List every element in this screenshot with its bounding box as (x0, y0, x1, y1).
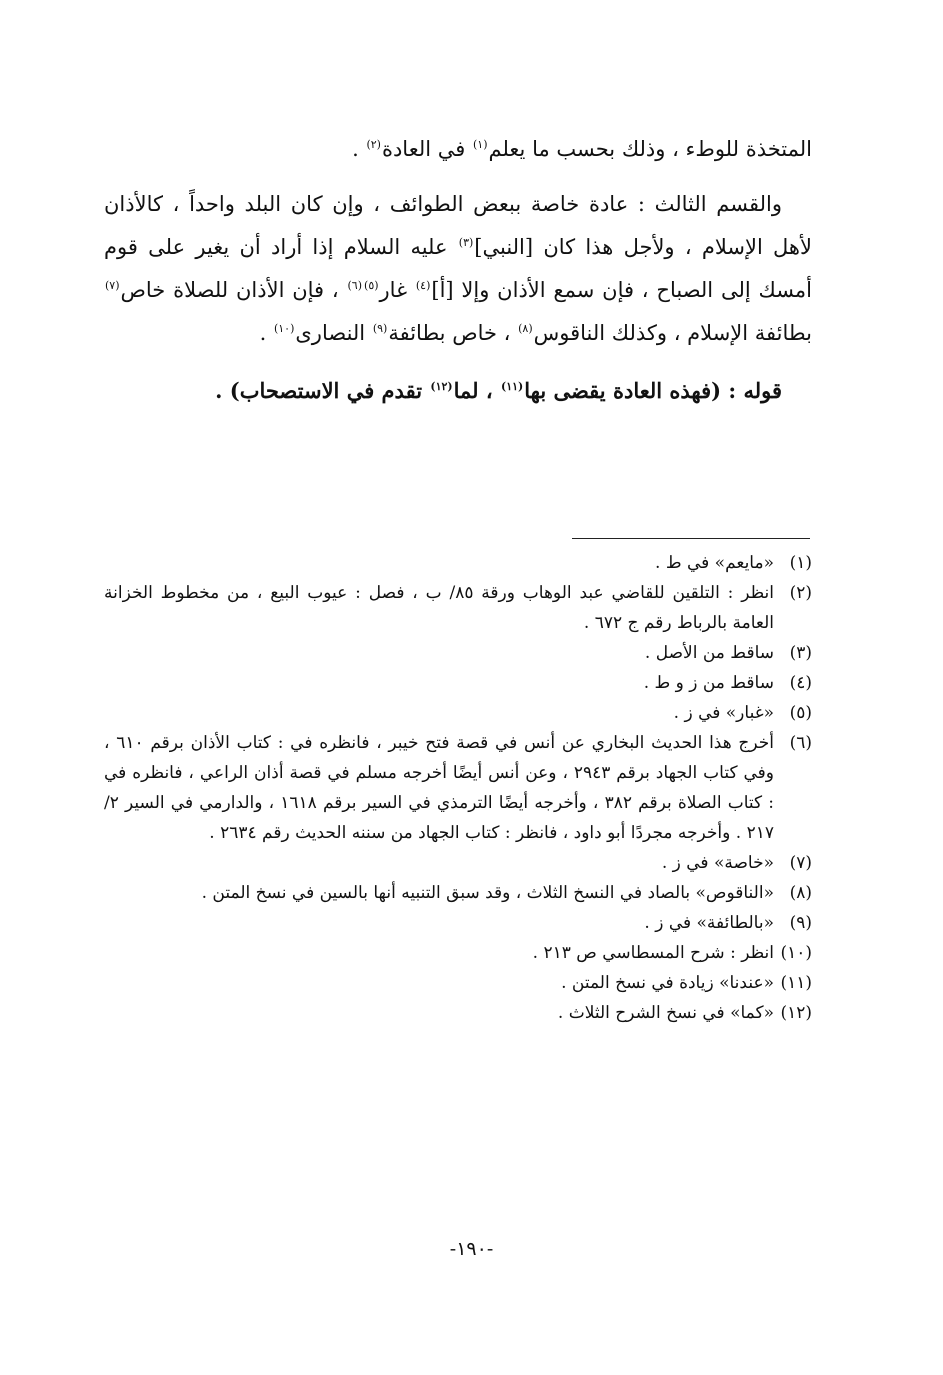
main-text (104, 128, 812, 412)
quote-text-3: تقدم في الاستصحاب) . (215, 378, 430, 403)
footnote-text: انظر : شرح المسطاسي ص ٢١٣ . (532, 943, 774, 963)
footnote-5 (104, 698, 812, 728)
footnote-number: (٤) (789, 673, 812, 693)
footnote-ref-5: (٥) (364, 279, 379, 292)
paragraph-2-text-3: غار (379, 278, 415, 302)
paragraph-2-text-1: والقسم الثالث : عادة خاصة ببعض الطوائف ، وإن كان البلد واحداً ، كالأذان لأهل الإسلام ، ولأجل هذا كان [النبي] (104, 192, 812, 259)
footnote-text: «خاصة» في ز . (661, 853, 774, 873)
footnote-ref-3: (٣) (458, 236, 474, 249)
footnote-text: «غبار» في ز . (673, 703, 774, 723)
footnote-6 (104, 728, 812, 848)
footnote-ref-11: (١١) (500, 380, 524, 393)
footnote-number: (٨) (789, 883, 812, 903)
footnote-ref-6: (٦) (347, 279, 363, 292)
footnote-10 (104, 938, 812, 968)
footnote-11 (104, 968, 812, 998)
paragraph-1 (104, 128, 812, 171)
footnotes (104, 548, 812, 1028)
footnote-12 (104, 998, 812, 1028)
footnote-text: «مايعم» في ط . (655, 553, 774, 573)
footnote-ref-7: (٧) (105, 279, 120, 292)
footnote-text: «كما» في نسخ الشرح الثلاث . (557, 1003, 774, 1023)
quote-text-2: ، لما (453, 378, 500, 403)
paragraph-2-text-8: . (259, 321, 273, 345)
footnote-number: (١٢) (780, 1003, 812, 1023)
footnote-number: (٧) (789, 853, 812, 873)
paragraph-2-text-7: النصارى (295, 321, 372, 345)
paragraph-1-text-1: المتخذة للوطء ، وذلك بحسب ما يعلم (488, 137, 812, 161)
footnote-ref-1: (١) (472, 138, 488, 151)
paragraph-1-text-3: . (352, 137, 366, 161)
footnote-number: (٦) (789, 733, 812, 753)
footnote-text: «بالطائفة» في ز . (644, 913, 774, 933)
footnote-7 (104, 848, 812, 878)
footnote-number: (١) (789, 553, 812, 573)
paragraph-2-text-5: بطائفة الإسلام ، وكذلك الناقوس (533, 321, 812, 345)
footnote-text: ساقط من الأصل . (644, 643, 774, 663)
footnote-ref-4: (٤) (415, 279, 431, 292)
footnote-number: (٩) (789, 913, 812, 933)
footnote-text: أخرج هذا الحديث البخاري عن أنس في قصة فتح خيبر ، فانظره في : كتاب الأذان برقم ٦١٠ ، وفي كتاب الجهاد برقم ٢٩٤٣ ، وعن أنس أيضًا أخرجه مسلم في قصة أذان الراعي ، فانظره في : كتاب الصلاة برقم ٣٨٢ ، وأخرجه أيضًا الترمذي في السير برقم ١٦١٨ ، والدارمي في السير ٢/ ٢١٧ . وأخرجه مجردًا أبو داود ، فانظر : كتاب الجهاد من سننه الحديث رقم ٢٦٣٤ . (104, 733, 775, 843)
footnote-number: (٥) (789, 703, 812, 723)
footnote-8 (104, 878, 812, 908)
footnote-divider (572, 538, 810, 539)
footnote-number: (١٠) (780, 943, 812, 963)
footnote-number: (٣) (789, 643, 812, 663)
footnote-ref-8: (٨) (518, 322, 533, 335)
quote-text-1: قوله : (فهذه العادة يقضى بها (524, 378, 782, 403)
footnote-text: «الناقوص» بالصاد في النسخ الثلاث ، وقد سبق التنبيه أنها بالسين في نسخ المتن . (201, 883, 774, 903)
paragraph-2-text-2: عليه السلام إذا أراد أن يغير على قوم أمسك إلى الصباح ، فإن سمع الأذان وإلا [أ] (104, 235, 813, 302)
paragraph-2-text-6: ، خاص بطائفة (388, 321, 518, 345)
footnote-text: انظر : التلقين للقاضي عبد الوهاب ورقة ٨٥/ ب ، فصل : عيوب البيع ، من مخطوط الخزانة العامة بالرباط رقم ج ٦٧٢ . (104, 583, 775, 633)
footnote-text: «عندنا» زيادة في نسخ المتن . (561, 973, 774, 993)
footnote-4 (104, 668, 812, 698)
footnote-3 (104, 638, 812, 668)
footnote-2 (104, 578, 812, 638)
page-number: -١٩٠- (449, 1238, 494, 1260)
footnote-ref-12: (١٢) (430, 380, 453, 393)
quoted-commentary (104, 369, 812, 412)
footnote-ref-2: (٢) (366, 138, 381, 151)
footnote-9 (104, 908, 812, 938)
paragraph-2-text-4: ، فإن الأذان للصلاة خاص (120, 278, 347, 302)
footnote-number: (١١) (780, 973, 812, 993)
footnote-ref-10: (١٠) (273, 322, 295, 335)
paragraph-2 (104, 183, 812, 355)
footnote-ref-9: (٩) (372, 322, 388, 335)
paragraph-1-text-2: في العادة (381, 137, 472, 161)
footnote-number: (٢) (789, 583, 812, 603)
footnote-1 (104, 548, 812, 578)
footnote-text: ساقط من ز و ط . (643, 673, 774, 693)
